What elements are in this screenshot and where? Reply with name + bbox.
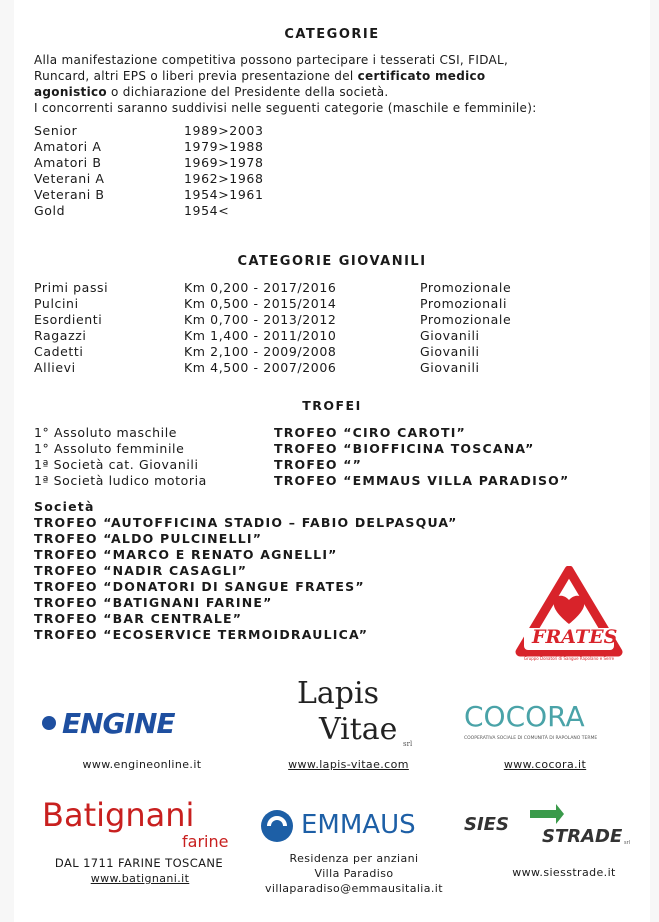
youth-category-name: Pulcini (34, 296, 79, 311)
emmaus-line-2: Villa Paradiso (314, 867, 394, 880)
cocora-url[interactable]: www.cocora.it (503, 758, 587, 771)
sies-name-1: SIES (464, 814, 509, 835)
lapis-vitae-logo (289, 676, 419, 756)
emmaus-logo (259, 808, 449, 848)
batignani-tagline: DAL 1711 FARINE TOSCANE (54, 856, 224, 870)
youth-category-name: Esordienti (34, 312, 103, 327)
frates-name: FRATES (532, 626, 618, 648)
lapis-suffix: srl (403, 740, 413, 748)
intro-line-2: Runcard, altri EPS o liberi previa presentazione del certificato medico (34, 69, 486, 83)
engine-url[interactable]: www.engineonline.it (82, 758, 202, 771)
trophy-category: 1° Assoluto maschile (34, 425, 178, 440)
sies-suffix: srl (624, 840, 631, 846)
trophy-name: TROFEO “CIRO CAROTI” (274, 425, 466, 440)
categorie-title: CATEGORIE (284, 27, 380, 42)
sies-name-2: STRADE (542, 826, 623, 847)
youth-category-distance: Km 0,500 - 2015/2014 (184, 296, 337, 311)
youth-category-type: Giovanili (420, 344, 480, 359)
youth-category-distance: Km 4,500 - 2007/2006 (184, 360, 337, 375)
category-name: Gold (34, 203, 66, 218)
category-years: 1979>1988 (184, 139, 264, 154)
engine-logo (38, 703, 228, 743)
societa-trophy: TROFEO “AUTOFFICINA STADIO – FABIO DELPASQUA” (34, 515, 458, 530)
cocora-tagline: COOPERATIVA SOCIALE DI COMUNITÀ DI RAPOLANO TERME (464, 736, 598, 741)
batignani-sub: farine (182, 832, 229, 851)
trophy-name: TROFEO “EMMAUS VILLA PARADISO” (274, 473, 570, 488)
emmaus-email[interactable]: villaparadiso@emmausitalia.it (265, 882, 443, 895)
cocora-name: COCORA (464, 700, 585, 733)
youth-category-name: Allievi (34, 360, 76, 375)
lapis-line-2: Vitae (319, 712, 398, 747)
youth-category-type: Giovanili (420, 328, 480, 343)
youth-category-name: Cadetti (34, 344, 84, 359)
youth-category-type: Giovanili (420, 360, 480, 375)
youth-category-type: Promozionale (420, 312, 512, 327)
societa-trophy: TROFEO “MARCO E RENATO AGNELLI” (34, 547, 338, 562)
batignani-url[interactable]: www.batignani.it (90, 872, 190, 885)
document-page (14, 0, 650, 922)
category-years: 1954>1961 (184, 187, 264, 202)
societa-trophy: TROFEO “BAR CENTRALE” (34, 611, 243, 626)
trophy-category: 1° Assoluto femminile (34, 441, 185, 456)
batignani-logo (42, 796, 242, 856)
sies-url[interactable]: www.siesstrade.it (512, 866, 616, 879)
youth-category-distance: Km 1,400 - 2011/2010 (184, 328, 337, 343)
societa-trophy: TROFEO “ECOSERVICE TERMOIDRAULICA” (34, 627, 369, 642)
youth-category-type: Promozionale (420, 280, 512, 295)
trophy-category: 1ª Società ludico motoria (34, 473, 207, 488)
batignani-name: Batignani (42, 796, 195, 834)
category-years: 1989>2003 (184, 123, 264, 138)
frates-tagline: Gruppo Donatori di Sangue Rapolano e Serre (523, 656, 615, 661)
emmaus-circle-icon (259, 808, 299, 848)
category-years: 1962>1968 (184, 171, 264, 186)
intro-line-1: Alla manifestazione competitiva possono partecipare i tesserati CSI, FIDAL, (34, 53, 509, 67)
frates-logo (514, 566, 624, 666)
intro-line-4: I concorrenti saranno suddivisi nelle seguenti categorie (maschile e femminile): (34, 101, 537, 115)
youth-category-name: Ragazzi (34, 328, 87, 343)
societa-trophy: TROFEO “NADIR CASAGLI” (34, 563, 248, 578)
lapis-line-1: Lapis (297, 676, 380, 711)
category-name: Amatori A (34, 139, 102, 154)
lapis-url[interactable]: www.lapis-vitae.com (288, 758, 409, 771)
trofei-title: TROFEI (302, 398, 362, 413)
societa-title: Società (34, 499, 95, 514)
giovanili-title: CATEGORIE GIOVANILI (237, 254, 427, 269)
category-years: 1954< (184, 203, 230, 218)
intro-line-3: agonistico o dichiarazione del Presidente della società. (34, 85, 389, 99)
youth-category-name: Primi passi (34, 280, 109, 295)
emmaus-line-1: Residenza per anziani (289, 852, 419, 865)
trophy-name: TROFEO “” (274, 457, 363, 472)
emmaus-name: EMMAUS (301, 810, 416, 840)
category-name: Amatori B (34, 155, 102, 170)
trophy-name: TROFEO “BIOFFICINA TOSCANA” (274, 441, 535, 456)
intro-paragraph (34, 52, 634, 116)
trophy-category: 1ª Società cat. Giovanili (34, 457, 199, 472)
sies-strade-logo (464, 800, 644, 860)
category-years: 1969>1978 (184, 155, 264, 170)
frates-triangle-icon (514, 566, 624, 666)
cocora-logo (464, 700, 644, 750)
youth-category-type: Promozionali (420, 296, 508, 311)
engine-name: ENGINE (62, 707, 175, 740)
category-name: Veterani B (34, 187, 105, 202)
category-name: Senior (34, 123, 78, 138)
youth-category-distance: Km 0,700 - 2013/2012 (184, 312, 337, 327)
youth-category-distance: Km 0,200 - 2017/2016 (184, 280, 337, 295)
youth-category-distance: Km 2,100 - 2009/2008 (184, 344, 337, 359)
societa-trophy: TROFEO “BATIGNANI FARINE” (34, 595, 273, 610)
societa-trophy: TROFEO “ALDO PULCINELLI” (34, 531, 263, 546)
societa-trophy: TROFEO “DONATORI DI SANGUE FRATES” (34, 579, 365, 594)
category-name: Veterani A (34, 171, 105, 186)
